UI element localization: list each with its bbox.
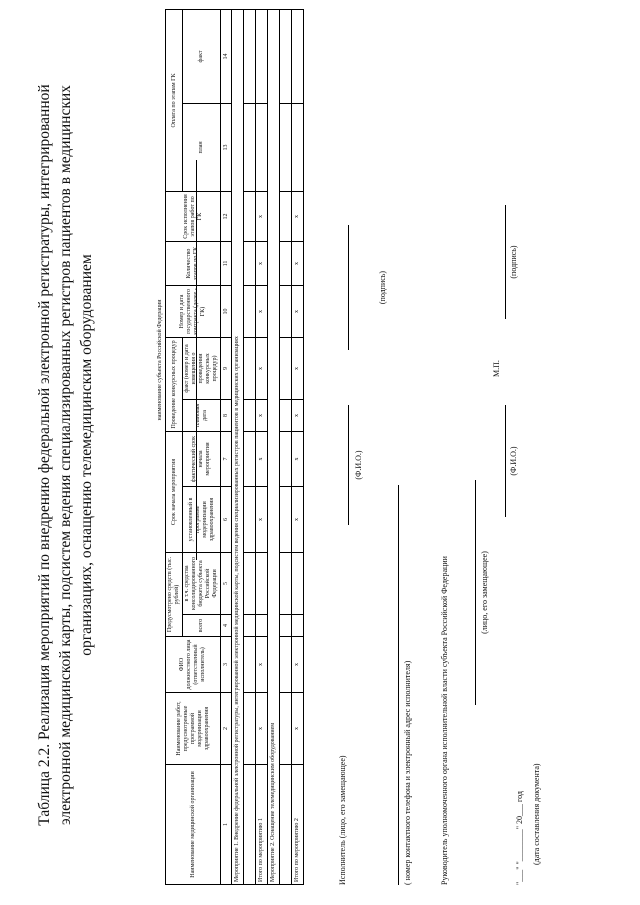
x-mark: x: [292, 191, 304, 241]
date-line: "___" "________" 20___ год: [515, 791, 524, 885]
col-number: 11: [221, 241, 232, 285]
x-mark: x: [256, 431, 268, 486]
col-number: 6: [221, 486, 232, 552]
executor-label: Исполнитель (лицо, его замещающее): [338, 755, 347, 885]
header-funds-group: Предусмотрено средств (тыс. рублей): [166, 552, 183, 636]
x-mark: x: [292, 241, 304, 285]
col-number: 14: [221, 9, 232, 103]
header-consolidated: в т.ч. средства консолидированного бюджета субъекта Российской Федерации: [183, 552, 221, 614]
x-mark: x: [256, 399, 268, 431]
x-mark: x: [292, 431, 304, 486]
header-stages-term: Срок исполнения этапов работ по ГК: [166, 191, 221, 241]
head-label: Руководитель уполномоченного органа исполнительной власти субъекта Российской Федерации: [440, 556, 449, 885]
total-2-label: Итого по мероприятию 2: [292, 765, 304, 885]
header-contract: Номер и дата государственного контракта (далее - ГК): [166, 285, 221, 337]
region-label: наименование субъекта Российской Федерации: [157, 299, 163, 421]
header-total: всего: [183, 615, 221, 637]
col-number: 9: [221, 337, 232, 399]
executor-sign-line: [348, 225, 349, 350]
header-start-planned: установленный в программе модернизации здравоохранения: [183, 486, 221, 552]
executor-fio-caption: (Ф.И.О.): [354, 450, 363, 480]
phone-line: [398, 485, 399, 885]
x-mark: x: [256, 486, 268, 552]
header-comp-actual: факт (номер и дата извещения о проведении конкурсных процедур): [183, 337, 221, 399]
col-number: 8: [221, 399, 232, 431]
col-number: 5: [221, 552, 232, 614]
x-mark: x: [292, 693, 304, 765]
measure-1-row: Мероприятие 1. Внедрение федеральной электронной регистратуры, интегрированной электронной медицинской карты, подсистем ведения специализированных регистров пациентов в медицинских организациях: [232, 9, 244, 884]
head-fio-caption: (Ф.И.О.): [509, 446, 518, 476]
x-mark: x: [292, 285, 304, 337]
header-works: Наименование работ, предусмотренные программой модернизации здравоохранения: [166, 693, 221, 765]
header-pay-fact: факт: [183, 9, 221, 103]
head-fio-line: [505, 405, 506, 517]
table-title: Таблица 2.2. Реализация мероприятий по внедрению федеральной электронной регистратуры, интегрированной электронной медицинской карты, подсистем ведения специализированных регистров пациентов в медицинских организациях, оснащению телемедицинским оборудованием: [36, 84, 95, 826]
head-sign-line: [505, 205, 506, 319]
column-numbers-row: [221, 9, 232, 884]
col-number: 2: [221, 693, 232, 765]
header-payment-group: Оплата по этапам ГК: [166, 9, 183, 191]
x-mark: x: [292, 337, 304, 399]
stamp-mark: М.П.: [492, 360, 501, 377]
measure-2-row: Мероприятие 2. Оснащение телемедицинским оборудованием: [268, 9, 280, 884]
substitute-caption: (лицо, его замещающее): [480, 551, 489, 634]
col-number: 1: [221, 765, 232, 885]
total-2-row: [292, 9, 304, 884]
executor-fio-line: [348, 405, 349, 525]
x-mark: x: [256, 693, 268, 765]
x-mark: x: [292, 399, 304, 431]
x-mark: x: [256, 285, 268, 337]
x-mark: x: [292, 486, 304, 552]
head-sign-caption: (подпись): [509, 245, 518, 279]
header-start-group: Срок начала мероприятия: [166, 431, 183, 552]
header-pay-plan: план: [183, 103, 221, 191]
total-1-label: Итого по мероприятию 1: [256, 765, 268, 885]
col-number: 13: [221, 103, 232, 191]
header-start-actual: фактический срок начала мероприятия: [183, 431, 221, 486]
header-competition-group: Проведение конкурсных процедур: [166, 337, 183, 431]
total-1-row: [256, 9, 268, 884]
date-caption: (дата составления документа): [532, 763, 541, 865]
substitute-line: [475, 480, 476, 705]
phone-caption: ( номер контактного телефона и электронный адрес исполнителя): [403, 660, 412, 885]
x-mark: x: [256, 337, 268, 399]
col-number: 7: [221, 431, 232, 486]
x-mark: x: [256, 191, 268, 241]
x-mark: x: [256, 637, 268, 693]
header-comp-planned: плановая дата: [183, 399, 221, 431]
x-mark: x: [292, 637, 304, 693]
col-number: 12: [221, 191, 232, 241]
header-stages-count: Количество этапов по ГК: [166, 241, 221, 285]
header-fio: ФИО должностного лица (ответственный исполнитель): [166, 637, 221, 693]
executor-sign-caption: (подпись): [378, 270, 387, 305]
x-mark: x: [256, 241, 268, 285]
col-number: 10: [221, 285, 232, 337]
col-number: 3: [221, 637, 232, 693]
col-number: 4: [221, 615, 232, 637]
header-org: Наименование медицинской организации: [166, 765, 221, 885]
measures-table: [165, 9, 304, 885]
